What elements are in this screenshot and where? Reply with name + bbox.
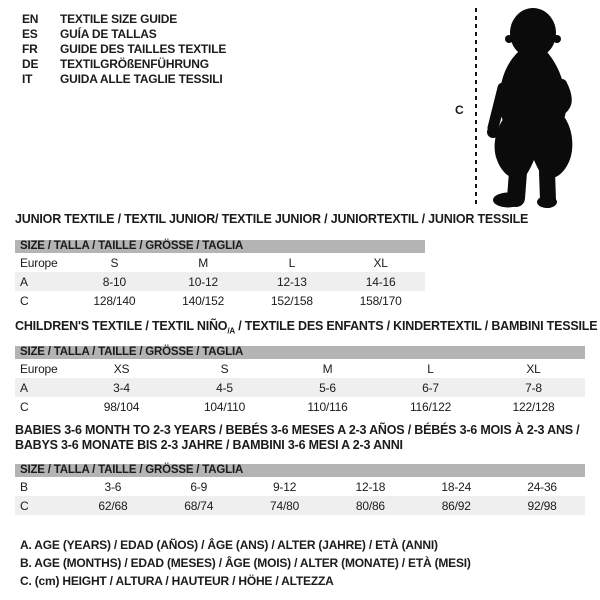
children-size-table — [15, 346, 585, 416]
legend-notes — [20, 536, 471, 590]
table-row — [15, 272, 425, 291]
cell: 3-6 — [104, 479, 122, 494]
list-item — [22, 42, 226, 57]
cell: 74/80 — [242, 496, 328, 515]
cell: 62/68 — [70, 496, 156, 515]
row-label: Europe — [20, 361, 58, 376]
note-age-years: A. AGE (YEARS) / EDAD (AÑOS) / ÂGE (ANS) / ALTER (JAHRE) / ETÀ (ANNI) — [20, 538, 438, 552]
cell: M — [198, 255, 209, 270]
row-label: C — [15, 496, 70, 515]
cell: 86/92 — [413, 496, 499, 515]
size-header-label: SIZE / TALLA / TAILLE / GRÖSSE / TAGLIA — [15, 346, 585, 359]
cell: 122/128 — [512, 399, 555, 414]
junior-section-title: JUNIOR TEXTILE / TEXTIL JUNIOR/ TEXTILE JUNIOR / JUNIORTEXTIL / JUNIOR TESSILE — [15, 212, 529, 226]
cell: 104/110 — [203, 399, 246, 414]
cell: L — [288, 255, 296, 270]
cell: 18-24 — [441, 479, 472, 494]
cell: 116/122 — [409, 399, 452, 414]
cell: 8-10 — [70, 272, 159, 291]
table-row — [15, 477, 585, 496]
cell: 68/74 — [156, 496, 242, 515]
title-subscript: /A — [227, 326, 235, 336]
language-title-list — [22, 12, 226, 87]
table-size-header — [15, 464, 585, 477]
list-item — [22, 27, 226, 42]
language-code: DE — [22, 57, 39, 71]
title-text: / TEXTILE DES ENFANTS / KINDERTEXTIL / BAMBINI TESSILE — [234, 319, 598, 333]
cell: 10-12 — [159, 272, 248, 291]
baby-silhouette-image — [486, 6, 583, 208]
cell: 4-5 — [173, 378, 276, 397]
list-item — [22, 72, 226, 87]
cell: 3-4 — [70, 378, 173, 397]
cell: 80/86 — [327, 496, 413, 515]
row-label: A — [15, 378, 70, 397]
title-line-1: BABIES 3-6 MONTH TO 2-3 YEARS / BEBÉS 3-6 MESES A 2-3 AÑOS / BÉBÉS 3-6 MOIS À 2-3 ANS / — [15, 423, 580, 437]
cell: 9-12 — [272, 479, 297, 494]
cell: 24-36 — [527, 479, 557, 494]
language-title: GUÍA DE TALLAS — [60, 27, 157, 41]
language-code: IT — [22, 72, 33, 86]
height-measure-dashed-line — [475, 8, 477, 206]
size-header-label: SIZE / TALLA / TAILLE / GRÖSSE / TAGLIA — [15, 240, 425, 253]
table-row — [15, 378, 585, 397]
title-text: CHILDREN'S TEXTILE / TEXTIL NIÑO — [15, 319, 228, 333]
table-size-header — [15, 346, 585, 359]
cell: 12-13 — [248, 272, 337, 291]
babies-section-title — [15, 423, 579, 453]
language-title: GUIDE DES TAILLES TEXTILE — [60, 42, 227, 56]
table-size-header — [15, 240, 425, 253]
note-height-cm: C. (cm) HEIGHT / ALTURA / HAUTEUR / HÖHE / ALTEZZA — [20, 574, 334, 588]
cell: 158/170 — [359, 293, 402, 308]
cell: 12-18 — [355, 479, 386, 494]
height-measure-label: C — [455, 103, 464, 117]
list-item — [22, 57, 226, 72]
cell: 6-7 — [379, 378, 482, 397]
cell: M — [322, 361, 333, 376]
row-label: Europe — [20, 255, 58, 270]
table-row — [15, 496, 585, 515]
cell: 5-6 — [276, 378, 379, 397]
list-item — [22, 12, 226, 27]
cell: 140/152 — [182, 293, 225, 308]
language-code: FR — [22, 42, 38, 56]
cell: S — [220, 361, 229, 376]
row-label: C — [20, 293, 29, 308]
cell: 152/158 — [270, 293, 313, 308]
junior-size-table — [15, 240, 425, 310]
cell: 14-16 — [336, 272, 425, 291]
cell: S — [110, 255, 119, 270]
cell: 128/140 — [93, 293, 136, 308]
row-label: C — [20, 399, 29, 414]
table-row — [15, 253, 425, 272]
table-row — [15, 291, 425, 310]
language-title: GUIDA ALLE TAGLIE TESSILI — [60, 72, 223, 86]
language-code: EN — [22, 12, 39, 26]
size-header-label: SIZE / TALLA / TAILLE / GRÖSSE / TAGLIA — [15, 464, 585, 477]
title-line-2: BABYS 3-6 MONATE BIS 2-3 JAHRE / BAMBINI 3-6 MESI A 2-3 ANNI — [15, 438, 403, 452]
cell: 92/98 — [499, 496, 585, 515]
babies-size-table — [15, 464, 585, 515]
children-section-title — [15, 319, 597, 339]
cell: XL — [373, 255, 388, 270]
language-title: TEXTILGRÖßENFÜHRUNG — [60, 57, 209, 71]
row-label: A — [15, 272, 70, 291]
language-code: ES — [22, 27, 38, 41]
cell: 110/116 — [307, 399, 348, 414]
cell: 7-8 — [482, 378, 585, 397]
language-title: TEXTILE SIZE GUIDE — [60, 12, 178, 26]
table-row — [15, 359, 585, 378]
cell: 98/104 — [103, 399, 140, 414]
table-row — [15, 397, 585, 416]
cell: XL — [526, 361, 541, 376]
row-label: B — [20, 479, 28, 494]
cell: XS — [113, 361, 130, 376]
cell: L — [427, 361, 434, 376]
cell: 6-9 — [190, 479, 208, 494]
note-age-months: B. AGE (MONTHS) / EDAD (MESES) / ÂGE (MOIS) / ALTER (MONATE) / ETÀ (MESI) — [20, 556, 471, 570]
